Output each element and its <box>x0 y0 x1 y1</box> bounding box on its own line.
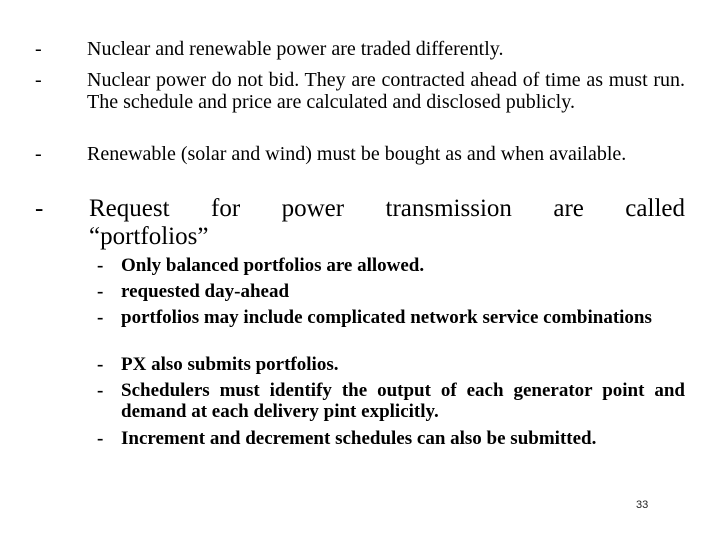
page-number: 33 <box>636 499 649 511</box>
sub-bullet-text: Schedulers must identify the output of each generator point and demand at each delivery pint explicitly. <box>121 380 685 422</box>
sub-bullet-text: requested day-ahead <box>121 281 290 302</box>
bullet-marker: - <box>97 354 104 375</box>
bullet-text: Nuclear power do not bid. They are contracted ahead of time as must run. The schedule and price are calculated and disclosed publicly. <box>87 69 685 113</box>
bullet-marker: - <box>97 281 104 302</box>
bullet-marker: - <box>97 380 104 401</box>
bullet-text: Renewable (solar and wind) must be bought as and when available. <box>87 143 627 165</box>
sub-bullet-item <box>97 380 685 422</box>
bullet-item <box>35 69 685 113</box>
sub-bullet-item <box>97 307 685 328</box>
sub-bullet-text: Only balanced portfolios are allowed. <box>121 255 425 276</box>
bullet-marker: - <box>35 38 42 60</box>
main-bullet-line2: “portfolios” <box>89 223 209 250</box>
bullet-marker: - <box>97 255 104 276</box>
bullet-text: Nuclear and renewable power are traded differently. <box>87 38 504 60</box>
sub-bullet-text: portfolios may include complicated network service combinations <box>121 307 652 328</box>
sub-bullet-item <box>97 281 685 302</box>
main-bullet-text <box>89 195 685 251</box>
bullet-marker: - <box>97 428 104 449</box>
bullet-marker: - <box>35 143 42 165</box>
sub-bullet-item <box>97 354 685 375</box>
sub-bullet-item <box>97 255 685 276</box>
bullet-marker: - <box>97 307 104 328</box>
bullet-marker: - <box>35 195 44 222</box>
bullet-marker: - <box>35 69 42 91</box>
sub-bullet-text: Increment and decrement schedules can also be submitted. <box>121 428 597 449</box>
main-bullet-line1: Request for power transmission are called <box>89 195 685 222</box>
bullet-item <box>35 38 685 60</box>
bullet-item <box>35 143 685 165</box>
sub-bullet-text: PX also submits portfolios. <box>121 354 339 375</box>
main-bullet <box>35 195 685 251</box>
sub-bullet-item <box>97 428 685 449</box>
